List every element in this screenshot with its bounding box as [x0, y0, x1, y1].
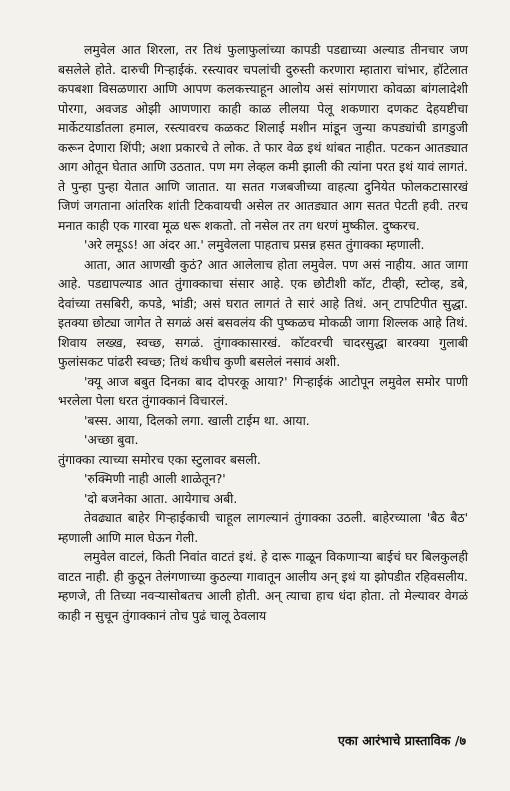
page-body [58, 40, 468, 625]
dialogue-line: 'रुक्मिणी नाही आली शाळेतून?' [84, 471, 226, 486]
paragraph: 'अरे लमूऽऽ! आ अंदर आ.' लमुवेलला पाहताच प्रसन्न हसत तुंगाक्का म्हणाली. [84, 237, 425, 252]
paragraph: 'क्यू आज बबुत दिनका बाद दोपरकू आया?' गिऱ्हाईकं आटोपून लमुवेल समोर पाणी भरलेला पेला धरत तुंगाक्कानं विचारलं. [58, 373, 468, 408]
page-number: /७ [454, 733, 466, 748]
dialogue-line: 'दो बजनेका आता. आयेगाच अबी. [84, 490, 238, 506]
dialogue-line: 'बस्स. आया, दिलको लगा. खाली टाईम था. आया. [84, 412, 310, 428]
paragraph: तेवढ्यात बाहेर गिऱ्हाईकाची चाहूल लागल्यानं तुंगाक्का उठली. बाहेरच्याला 'बैठ बैठ' म्हणाली आणि माल घेऊन गेली. [58, 510, 468, 545]
paragraph: लमुवेल वाटलं, किती निवांत वाटतं इथं. हे दारू गाळून विकणाऱ्या बाईचं घर बिलकुलही वाटत नाही. ही कुठून तेलंगणाच्या कुठल्या गावातून आलीय अन् इथं या झोपडीत रहिवसलीय. म्हणजे, ती तिच्या नवऱ्यासोबतच आली होती. अन् त्याचा हाच धंदा होता. तो मेल्यावर वेगळं काही न सुचून तुंगाक्कानं तोच पुढं चालू ठेवलाय [58, 549, 468, 623]
paragraph: लमुवेल आत शिरला, तर तिथं फुलाफुलांच्या कापडी पडद्याच्या अल्याड तीनचार जण बसलेले होते. दारुची गिऱ्हाईकं. रस्त्यावर चपलांची दुरुस्ती करणारा म्हातारा चांभार, हॉटेलात कपबशा विसळणारा आणि आपण कलकत्त्याहून आलोय असं सांगणारा कोवळा बांगलादेशी पोरगा, अवजड ओझी आणणारा काही काळ लीलया पेलू शकणारा दणकट देहयष्टीचा मार्केटयार्डातला हमाल, रस्त्यावरच कळकट शिलाई मशीन मांडून जुन्या कपड्यांची डागडुजी करून देणारा शिंपी; अशा प्रकारचे ते लोक. ते फार वेळ इथं थांबत नाहीत. पटकन आतड्यात आग ओतून घेतात आणि उठतात. पण मग लेव्हल कमी झाली की त्यांना परत इथं यावं लागतं. ते पुन्हा पुन्हा येतात आणि जातात. या सतत गजबजीच्या वाहत्या दुनियेत फोलकटासारखं जिणं जगताना आंतरिक शांती टिकवायची असेल तर आतड्यात आग सतत पेटती हवी. तरच मनात काही एक गारवा मूळ धरू शकतो. तो नसेल तर तग धरणं मुष्कील. दुष्करच. [58, 42, 468, 233]
paragraph: आता, आत आणखी कुठं? आत आलेलाच होता लमुवेल. पण असं नाहीय. आत जागा आहे. पडद्यापल्याड आत तुंगाक्काचा संसार आहे. एक छोटीशी कॉट, टीव्ही, स्टोव्ह, डबे, देवांच्या तसबिरी, कपडे, भांडी; असं घरात लागतं ते सारं आहे तिथं. अन् टापटिपीत सुद्धा. इतक्या छोट्या जागेत ते सगळं असं बसवलंय की पुष्कळच मोकळी जागा शिल्लक आहे तिथं. शिवाय लख्ख, स्वच्छ, सगळं. तुंगाक्कासारखं. कॉटवरची चादरसुद्धा बारक्या गुलाबी फुलांसकट पांढरी स्वच्छ; तिथं कधीच कुणी बसलेलं नसावं अशी. [58, 256, 468, 369]
dialogue-line: 'अच्छा बुवा. [84, 432, 139, 447]
dialogue-line: तुंगाक्का त्याच्या समोरच एका स्टुलावर बसली. [58, 451, 261, 467]
page-footer [338, 732, 466, 749]
running-title: एका आरंभाचे प्रास्ताविक [337, 733, 451, 748]
